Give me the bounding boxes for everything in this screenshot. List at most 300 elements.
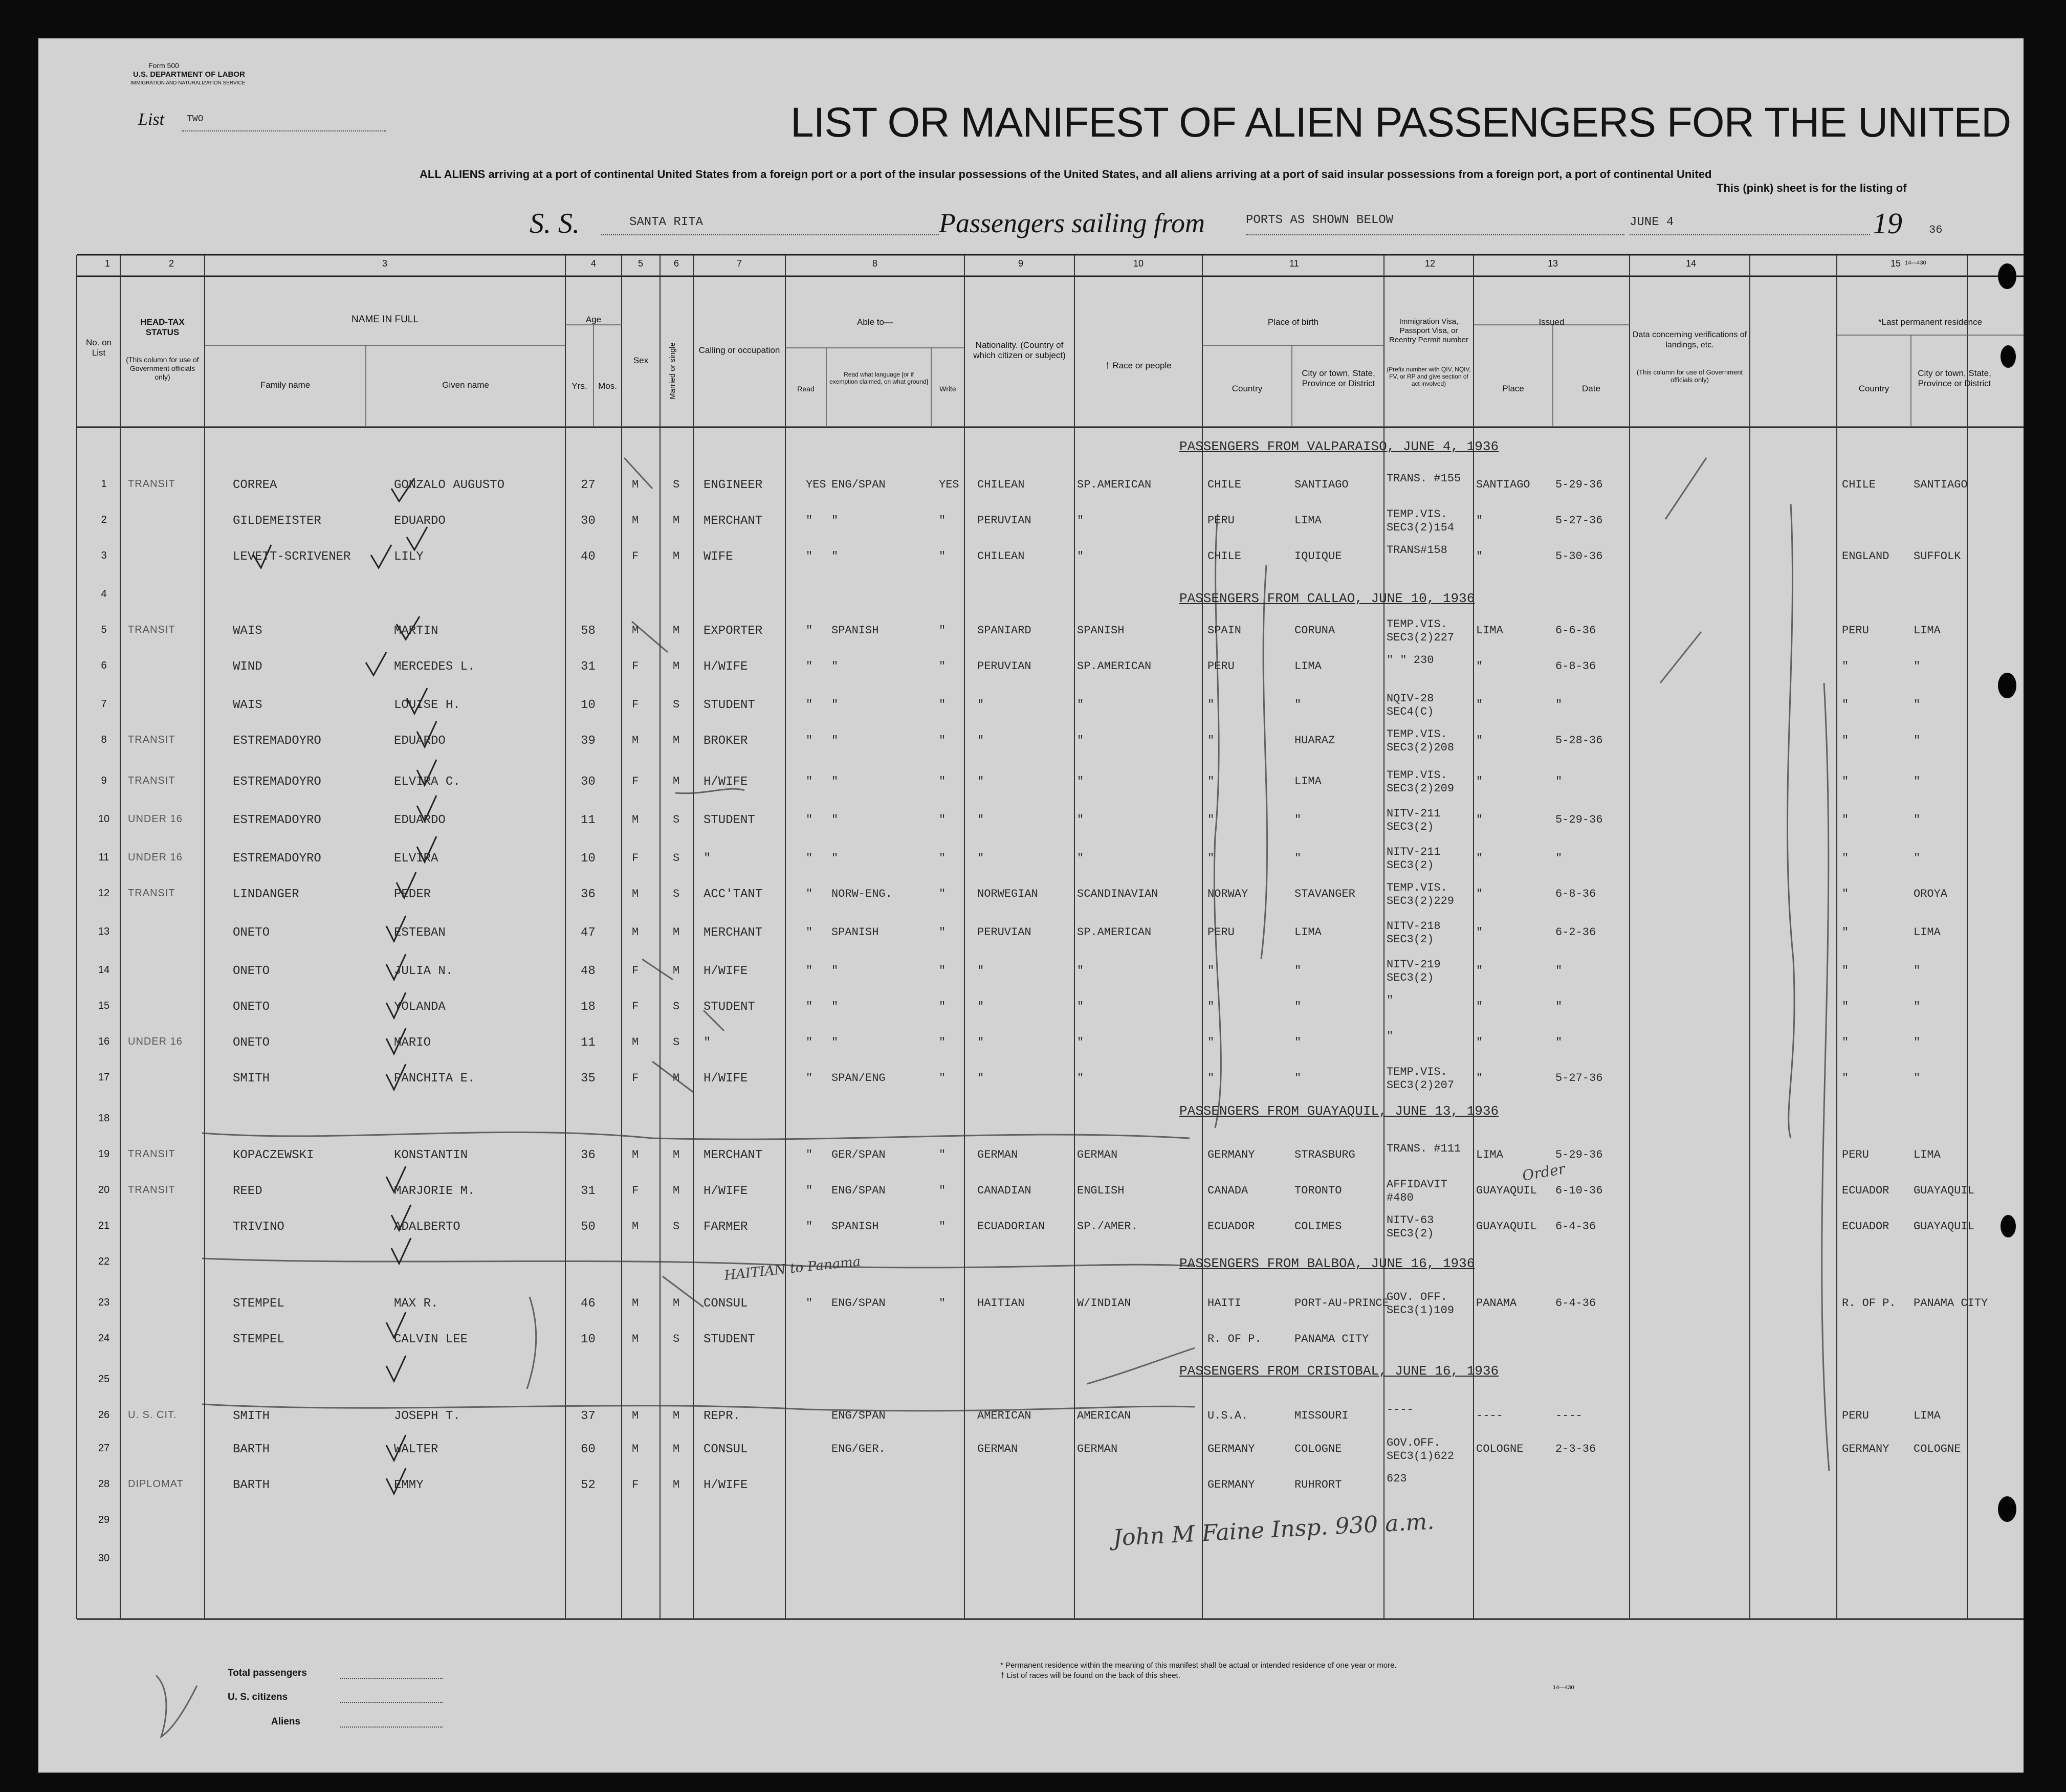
cell-rcity: GUAYAQUIL	[1914, 1220, 1974, 1233]
cell-lang: "	[831, 964, 839, 977]
cell-rcountry: "	[1842, 698, 1849, 711]
cell-city: "	[1294, 964, 1302, 977]
cell-no: 8	[101, 734, 107, 745]
cell-place: LIMA	[1476, 1148, 1503, 1161]
cell-family: WAIS	[233, 698, 262, 712]
cell-ms: S	[673, 852, 680, 865]
cell-city: "	[1294, 1072, 1302, 1085]
cell-place: "	[1476, 1072, 1483, 1085]
cell-status: TRANSIT	[128, 1148, 175, 1160]
cell-place: "	[1476, 813, 1483, 826]
col-number-7: 7	[737, 258, 742, 269]
cell-date: 6-8-36	[1555, 888, 1596, 900]
cell-rcity: LIMA	[1914, 1409, 1941, 1422]
inspector-signature: John M Faine Insp. 930 a.m.	[1112, 1508, 1435, 1552]
cell-rcity: "	[1914, 813, 1921, 826]
cell-read: "	[806, 1072, 813, 1085]
cell-place: LIMA	[1476, 624, 1503, 637]
cell-yrs: 18	[581, 1000, 596, 1014]
cell-rcity: "	[1914, 775, 1921, 788]
cell-occ: H/WIFE	[704, 1478, 748, 1492]
cell-read: "	[806, 1148, 813, 1161]
cell-yrs: 58	[581, 624, 596, 638]
cell-date: 5-29-36	[1555, 813, 1603, 826]
cell-write: "	[939, 1297, 946, 1310]
cell-read: "	[806, 852, 813, 865]
cell-nat: PERUVIAN	[977, 514, 1031, 527]
cell-given: ELVIRA C.	[394, 775, 460, 789]
cell-yrs: 36	[581, 888, 596, 901]
cell-family: KOPACZEWSKI	[233, 1148, 314, 1162]
col-number-12: 12	[1425, 258, 1436, 269]
cell-occ: "	[704, 1036, 711, 1050]
cell-read: "	[806, 1297, 813, 1310]
cell-occ: H/WIFE	[704, 964, 748, 978]
cell-lang: "	[831, 852, 839, 865]
cell-ms: S	[673, 813, 680, 826]
cell-family: ONETO	[233, 1000, 270, 1014]
cell-write: "	[939, 775, 946, 788]
cell-read: "	[806, 888, 813, 900]
cell-given: LOUISE H.	[394, 698, 460, 712]
cell-date: ----	[1555, 1409, 1583, 1422]
header-headtax: HEAD-TAX STATUS	[140, 317, 185, 337]
header-family-name: Family name	[260, 380, 311, 390]
cell-visa: 623	[1387, 1472, 1407, 1485]
cell-read: "	[806, 1184, 813, 1197]
cell-yrs: 40	[581, 550, 596, 564]
cell-ms: S	[673, 1220, 680, 1233]
cell-given: CALVIN LEE	[394, 1333, 468, 1346]
cell-nat: PERUVIAN	[977, 660, 1031, 673]
cell-visa: "	[1387, 994, 1394, 1007]
cell-date: 5-29-36	[1555, 1148, 1603, 1161]
cell-date: "	[1555, 1000, 1563, 1013]
cell-status: TRANSIT	[128, 734, 175, 745]
cell-occ: MERCHANT	[704, 1148, 763, 1162]
cell-no: 30	[98, 1553, 110, 1564]
cell-occ: H/WIFE	[704, 1184, 748, 1198]
list-label: List	[138, 110, 165, 129]
cell-given: PANCHITA E.	[394, 1072, 475, 1086]
cell-nat: CHILEAN	[977, 550, 1025, 563]
cell-rcity: PANAMA CITY	[1914, 1297, 1988, 1310]
cell-date: 5-27-36	[1555, 1072, 1603, 1085]
cell-rcity: "	[1914, 852, 1921, 865]
cell-city: "	[1294, 852, 1302, 865]
cell-nat: "	[977, 698, 984, 711]
cell-country: PERU	[1207, 660, 1235, 673]
cell-read: "	[806, 775, 813, 788]
cell-read: "	[806, 734, 813, 747]
cell-lang: SPANISH	[831, 624, 879, 637]
cell-race: "	[1077, 813, 1084, 826]
cell-yrs: 47	[581, 926, 596, 940]
cell-rcountry: PERU	[1842, 1409, 1869, 1422]
cell-visa: TEMP.VIS. SEC3(2)229	[1387, 881, 1455, 908]
cell-write: "	[939, 926, 946, 939]
cell-place: "	[1476, 852, 1483, 865]
cell-no: 25	[98, 1374, 110, 1385]
cell-lang: "	[831, 514, 839, 527]
cell-given: PEDER	[394, 888, 431, 901]
cell-rcountry: CHILE	[1842, 478, 1876, 491]
col-number-2: 2	[169, 258, 174, 269]
cell-ms: M	[673, 1297, 680, 1310]
cell-visa: TEMP.VIS. SEC3(2)207	[1387, 1066, 1455, 1092]
cell-no: 26	[98, 1409, 110, 1421]
cell-yrs: 37	[581, 1409, 596, 1423]
cell-no: 4	[101, 588, 107, 600]
cell-place: GUAYAQUIL	[1476, 1220, 1537, 1233]
cell-occ: H/WIFE	[704, 1072, 748, 1086]
col-number-13: 13	[1548, 258, 1558, 269]
cell-status: TRANSIT	[128, 775, 175, 786]
cell-yrs: 52	[581, 1478, 596, 1492]
col-number-5: 5	[638, 258, 644, 269]
cell-write: "	[939, 1184, 946, 1197]
cell-yrs: 31	[581, 660, 596, 674]
cell-no: 14	[98, 964, 110, 976]
cell-country: "	[1207, 775, 1215, 788]
cell-country: HAITI	[1207, 1297, 1242, 1310]
cell-no: 27	[98, 1443, 110, 1454]
cell-read: "	[806, 660, 813, 673]
cell-given: JOSEPH T.	[394, 1409, 460, 1423]
cell-sex: M	[632, 624, 639, 637]
cell-lang: ENG/GER.	[831, 1443, 886, 1455]
col-number-9: 9	[1018, 258, 1024, 269]
cell-date: "	[1555, 698, 1563, 711]
header-given-name: Given name	[442, 380, 489, 390]
footer-note-residence: * Permanent residence within the meaning of this manifest shall be actual or intended residence of one year or more.	[1000, 1661, 1397, 1670]
cell-country: "	[1207, 1072, 1215, 1085]
cell-ms: S	[673, 888, 680, 900]
cell-nat: CHILEAN	[977, 478, 1025, 491]
cell-sex: F	[632, 1478, 639, 1491]
cell-no: 5	[101, 624, 107, 635]
cell-no: 13	[98, 926, 110, 937]
cell-nat: "	[977, 852, 984, 865]
page-title: LIST OR MANIFEST OF ALIEN PASSENGERS FOR THE UNITED	[790, 99, 2011, 146]
cell-country: GERMANY	[1207, 1443, 1255, 1455]
cell-ms: M	[673, 775, 680, 788]
cell-yrs: 30	[581, 775, 596, 789]
cell-country: ECUADOR	[1207, 1220, 1255, 1233]
cell-read: "	[806, 624, 813, 637]
cell-status: TRANSIT	[128, 1184, 175, 1196]
cell-country: U.S.A.	[1207, 1409, 1248, 1422]
subtitle-line-2: This (pink) sheet is for the listing of	[1717, 182, 1907, 194]
cell-city: COLIMES	[1294, 1220, 1342, 1233]
cell-date: 5-30-36	[1555, 550, 1603, 563]
cell-read: "	[806, 514, 813, 527]
cell-status: TRANSIT	[128, 478, 175, 490]
cell-given: YOLANDA	[394, 1000, 446, 1014]
cell-rcity: "	[1914, 1072, 1921, 1085]
header-write: Write	[939, 385, 956, 393]
cell-visa: NITV-211 SEC3(2)	[1387, 807, 1441, 833]
cell-place: "	[1476, 926, 1483, 939]
cell-nat: CANADIAN	[977, 1184, 1031, 1197]
cell-visa: NITV-218 SEC3(2)	[1387, 920, 1441, 946]
header-residence-city: City or town, State, Province or District	[1918, 368, 1991, 388]
cell-write: YES	[939, 478, 959, 491]
cell-no: 17	[98, 1072, 110, 1083]
cell-place: "	[1476, 888, 1483, 900]
cell-country: "	[1207, 1036, 1215, 1049]
cell-place: "	[1476, 1036, 1483, 1049]
cell-status: UNDER 16	[128, 852, 183, 863]
cell-visa: GOV.OFF. SEC3(1)622	[1387, 1436, 1455, 1463]
cell-given: WALTER	[394, 1443, 438, 1456]
cell-status: TRANSIT	[128, 888, 175, 899]
cell-visa: AFFIDAVIT #480	[1387, 1178, 1447, 1204]
cell-write: "	[939, 624, 946, 637]
cell-yrs: 39	[581, 734, 596, 748]
cell-rcountry: "	[1842, 1072, 1849, 1085]
cell-visa: ----	[1387, 1403, 1414, 1416]
header-read: Read	[797, 385, 815, 393]
cell-lang: ENG/SPAN	[831, 1409, 886, 1422]
cell-sex: F	[632, 1000, 639, 1013]
cell-occ: STUDENT	[704, 1000, 755, 1014]
cell-ms: S	[673, 698, 680, 711]
col-number-14: 14	[1686, 258, 1697, 269]
cell-no: 24	[98, 1333, 110, 1344]
cell-yrs: 31	[581, 1184, 596, 1198]
cell-write: "	[939, 1220, 946, 1233]
cell-lang: GER/SPAN	[831, 1148, 886, 1161]
sailing-label: Passengers sailing from	[939, 208, 1205, 238]
header-able-to: Able to—	[857, 317, 893, 327]
cell-given: MARTIN	[394, 624, 438, 638]
cell-rcity: "	[1914, 1000, 1921, 1013]
header-last-residence: *Last permanent residence	[1878, 317, 1983, 327]
cell-given: EDUARDO	[394, 514, 446, 528]
cell-occ: WIFE	[704, 550, 733, 564]
cell-given: GONZALO AUGUSTO	[394, 478, 505, 492]
cell-write: "	[939, 660, 946, 673]
cell-ms: M	[673, 1072, 680, 1085]
cell-sex: M	[632, 1443, 639, 1455]
cell-given: MARJORIE M.	[394, 1184, 475, 1198]
cell-family: BARTH	[233, 1478, 270, 1492]
cell-lang: SPAN/ENG	[831, 1072, 886, 1085]
cell-country: "	[1207, 698, 1215, 711]
cell-race: W/INDIAN	[1077, 1297, 1131, 1310]
cell-occ: H/WIFE	[704, 775, 748, 789]
cell-country: CHILE	[1207, 550, 1242, 563]
cell-rcountry: "	[1842, 1000, 1849, 1013]
cell-ms: S	[673, 1036, 680, 1049]
cell-status: U. S. CIT.	[128, 1409, 177, 1421]
cell-no: 2	[101, 514, 107, 525]
header-verifications: Data concerning verifications of landings, etc.	[1632, 330, 1747, 349]
cell-city: PORT-AU-PRINCE	[1294, 1297, 1389, 1310]
header-calling: Calling or occupation	[698, 345, 780, 355]
cell-rcity: "	[1914, 660, 1921, 673]
cell-family: ESTREMADOYRO	[233, 734, 321, 748]
header-no-on-list: No. on List	[85, 338, 112, 358]
manifest-sheet	[38, 38, 2024, 1773]
cell-no: 9	[101, 775, 107, 786]
cell-read: "	[806, 550, 813, 563]
cell-ms: M	[673, 1184, 680, 1197]
cell-given: MERCEDES L.	[394, 660, 475, 674]
cell-city: SANTIAGO	[1294, 478, 1349, 491]
footer-total-line	[340, 1678, 443, 1679]
cell-occ: ENGINEER	[704, 478, 763, 492]
cell-race: "	[1077, 775, 1084, 788]
footer-form-code: 14—430	[1553, 1685, 1574, 1691]
cell-sex: M	[632, 926, 639, 939]
cell-nat: "	[977, 734, 984, 747]
cell-race: "	[1077, 964, 1084, 977]
subtitle-line-1: ALL ALIENS arriving at a port of continental United States from a foreign port or a port of the insular possessions of the United States, and all aliens arriving at a port of said insular possessions from a foreign port, a port of continental United	[420, 168, 1712, 181]
cell-visa: TRANS#158	[1387, 544, 1447, 557]
cell-no: 3	[101, 550, 107, 561]
cell-rcountry: "	[1842, 734, 1849, 747]
cell-race: GERMAN	[1077, 1443, 1118, 1455]
header-race: † Race or people	[1105, 361, 1172, 370]
section-header: PASSENGERS FROM VALPARAISO, JUNE 4, 1936	[1179, 439, 1499, 454]
cell-status: UNDER 16	[128, 1036, 183, 1047]
cell-family: GILDEMEISTER	[233, 514, 321, 528]
cell-ms: M	[673, 926, 680, 939]
binder-hole	[2001, 1215, 2016, 1237]
cell-country: "	[1207, 964, 1215, 977]
cell-sex: M	[632, 1333, 639, 1345]
cell-place: "	[1476, 1000, 1483, 1013]
cell-country: SPAIN	[1207, 624, 1242, 637]
footer-us-citizens: U. S. citizens	[228, 1692, 288, 1702]
cell-city: IQUIQUE	[1294, 550, 1342, 563]
cell-family: ESTREMADOYRO	[233, 852, 321, 866]
cell-family: ONETO	[233, 964, 270, 978]
cell-visa: TRANS. #111	[1387, 1142, 1461, 1155]
cell-no: 1	[101, 478, 107, 490]
cell-ms: M	[673, 1409, 680, 1422]
cell-lang: SPANISH	[831, 926, 879, 939]
cell-race: "	[1077, 550, 1084, 563]
cell-ms: S	[673, 1333, 680, 1345]
cell-write: "	[939, 550, 946, 563]
cell-visa: TEMP.VIS. SEC3(2)209	[1387, 769, 1455, 795]
cell-read: "	[806, 926, 813, 939]
cell-rcity: LIMA	[1914, 624, 1941, 637]
cell-occ: MERCHANT	[704, 926, 763, 940]
cell-rcountry: "	[1842, 660, 1849, 673]
cell-family: STEMPEL	[233, 1297, 284, 1311]
cell-place: COLOGNE	[1476, 1443, 1524, 1455]
cell-rcountry: "	[1842, 888, 1849, 900]
cell-sex: F	[632, 1184, 639, 1197]
cell-sex: F	[632, 964, 639, 977]
cell-nat: "	[977, 1036, 984, 1049]
cell-visa: GOV. OFF. SEC3(1)109	[1387, 1291, 1455, 1317]
cell-occ: BROKER	[704, 734, 748, 748]
year-prefix: 19	[1873, 207, 1902, 240]
cell-write: "	[939, 698, 946, 711]
header-nationality: Nationality. (Country of which citizen or subject)	[973, 340, 1066, 360]
cell-given: EDUARDO	[394, 734, 446, 748]
cell-family: CORREA	[233, 478, 277, 492]
cell-ms: M	[673, 660, 680, 673]
cell-sex: M	[632, 1148, 639, 1161]
header-headtax-note: (This column for use of Government officials only)	[126, 356, 199, 381]
cell-read: "	[806, 964, 813, 977]
cell-write: "	[939, 964, 946, 977]
sailing-date: JUNE 4	[1630, 215, 1674, 229]
header-issued-place: Place	[1502, 384, 1524, 393]
cell-country: "	[1207, 813, 1215, 826]
cell-place: "	[1476, 698, 1483, 711]
cell-date: 6-4-36	[1555, 1297, 1596, 1310]
header-residence-country: Country	[1858, 384, 1889, 393]
cell-no: 6	[101, 660, 107, 671]
cell-country: "	[1207, 734, 1215, 747]
col-number-6: 6	[674, 258, 679, 269]
col-number-3: 3	[382, 258, 388, 269]
cell-rcity: SANTIAGO	[1914, 478, 1968, 491]
cell-family: STEMPEL	[233, 1333, 284, 1346]
cell-sex: F	[632, 775, 639, 788]
cell-lang: NORW-ENG.	[831, 888, 892, 900]
binder-hole	[2001, 345, 2016, 368]
cell-ms: M	[673, 1148, 680, 1161]
cell-given: ESTEBAN	[394, 926, 446, 940]
cell-occ: STUDENT	[704, 813, 755, 827]
cell-date: "	[1555, 852, 1563, 865]
cell-yrs: 10	[581, 852, 596, 866]
col-number-15: 15	[1891, 258, 1901, 269]
cell-occ: FARMER	[704, 1220, 748, 1234]
cell-yrs: 10	[581, 698, 596, 712]
cell-status: TRANSIT	[128, 624, 175, 635]
cell-rcountry: PERU	[1842, 1148, 1869, 1161]
cell-sex: M	[632, 1220, 639, 1233]
cell-race: SP.AMERICAN	[1077, 660, 1152, 673]
cell-family: LINDANGER	[233, 888, 299, 901]
cell-nat: "	[977, 1000, 984, 1013]
cell-lang: "	[831, 813, 839, 826]
cell-city: COLOGNE	[1294, 1443, 1342, 1455]
cell-read: "	[806, 813, 813, 826]
cell-date: 5-29-36	[1555, 478, 1603, 491]
cell-place: "	[1476, 660, 1483, 673]
cell-visa: " " 230	[1387, 654, 1434, 667]
binder-hole	[1998, 1496, 2016, 1522]
cell-family: ONETO	[233, 926, 270, 940]
cell-rcountry: PERU	[1842, 624, 1869, 637]
cell-place: "	[1476, 514, 1483, 527]
cell-visa: NITV-219 SEC3(2)	[1387, 958, 1441, 984]
cell-sex: M	[632, 1409, 639, 1422]
cell-rcountry: "	[1842, 813, 1849, 826]
cell-rcountry: GERMANY	[1842, 1443, 1889, 1455]
cell-given: ADALBERTO	[394, 1220, 460, 1234]
cell-family: ESTREMADOYRO	[233, 775, 321, 789]
cell-date: "	[1555, 1036, 1563, 1049]
header-name-in-full: NAME IN FULL	[351, 314, 419, 325]
cell-given: ELVIRA	[394, 852, 438, 866]
ship-name: SANTA RITA	[629, 215, 704, 229]
cell-nat: GERMAN	[977, 1148, 1018, 1161]
header-read-language: Read what language [or if exemption claimed, on what ground]	[829, 371, 928, 385]
cell-write: "	[939, 1000, 946, 1013]
cell-write: "	[939, 734, 946, 747]
